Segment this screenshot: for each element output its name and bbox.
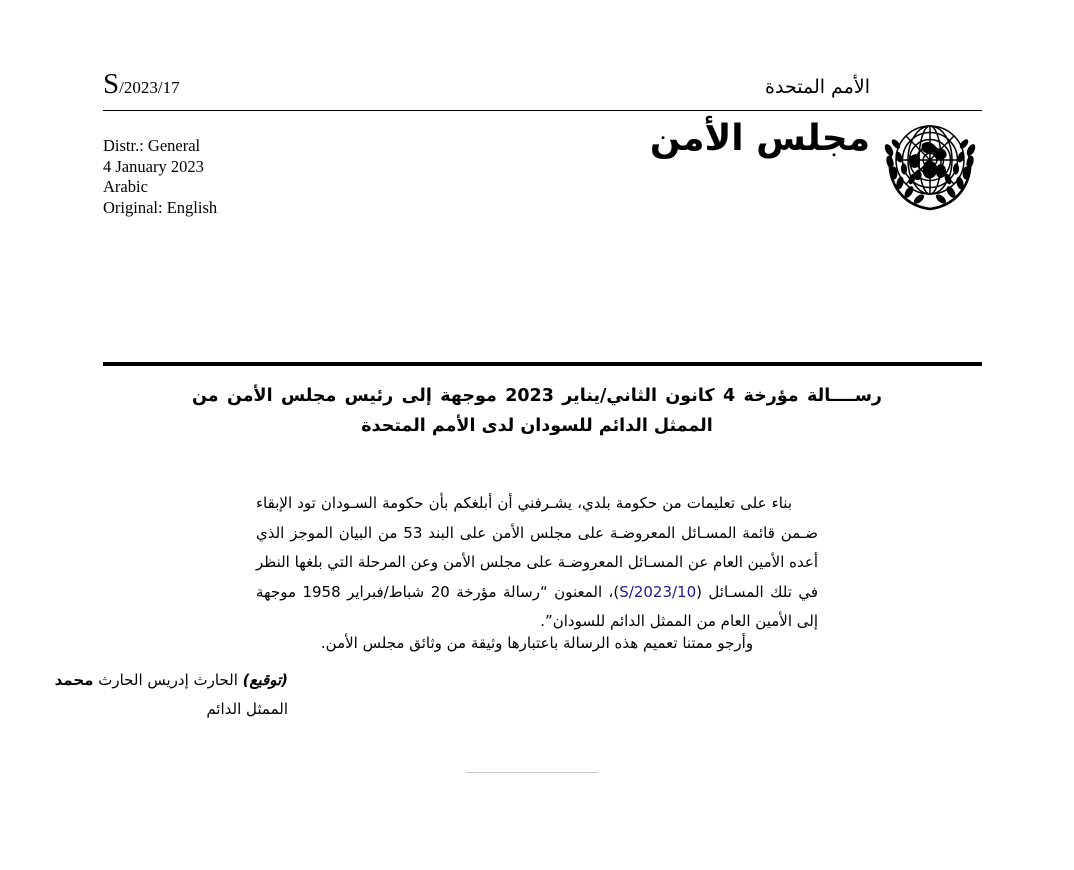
body-paragraph (256, 489, 818, 637)
organ-name: مجلس الأمن (649, 118, 870, 159)
document-original-language: Original: English (103, 197, 218, 217)
signature-block (55, 666, 288, 724)
body-text-after-link: )، المعنون “رسالة مؤرخة 20 شباط/فبراير 1958 موجهة إلى الأمين العام من الممثل الدائم للسودان”. (256, 582, 818, 630)
body-text-before-link: بناء على تعليمات من حكومة بلدي، يشـرفني أن أبلغكم بأن حكومة السـودان تود الإبقاء ضـمن قائمة المسـائل المعروضـة على مجلس الأمن على البند 53 من البيان الموجز الذي أعده الأمين العام عن المسـائل المعروضـة على مجلس الأمن وعن المرحلة التي بلغها النظر في تلك المسـائل ( (256, 494, 819, 601)
document-title: رســــالة مؤرخة 4 كانون الثاني/يناير 2023 موجهة إلى رئيس مجلس الأمن من الممثل الدائم للسودان لدى الأمم المتحدة (192, 386, 882, 436)
section-divider (103, 362, 982, 366)
distribution-type: Distr.: General (103, 136, 201, 155)
un-emblem-icon (878, 116, 982, 214)
document-symbol-prefix: S (103, 68, 120, 100)
document-header (103, 62, 982, 222)
signatory-role: الممثل الدائم (206, 700, 288, 718)
document-language: Arabic (103, 177, 148, 196)
signed-label: (توقيع) (242, 671, 288, 689)
header-divider (103, 110, 982, 111)
closing-paragraph: وأرجو ممتنا تعميم هذه الرسالة باعتبارها وثيقة من وثائق مجلس الأمن. (320, 634, 754, 652)
document-symbol (103, 70, 180, 99)
document-symbol-number: /2023/17 (119, 78, 180, 97)
document-reference-link[interactable]: S/2023/10 (619, 582, 697, 601)
signature-line (55, 666, 288, 695)
distribution-block (103, 136, 217, 218)
document-date: 4 January 2023 (103, 156, 204, 176)
signatory-name: الحارث إدريس الحارث (98, 671, 238, 689)
organization-name: الأمم المتحدة (765, 76, 870, 98)
footer-divider (466, 772, 598, 773)
signatory-surname: محمد (54, 671, 94, 689)
